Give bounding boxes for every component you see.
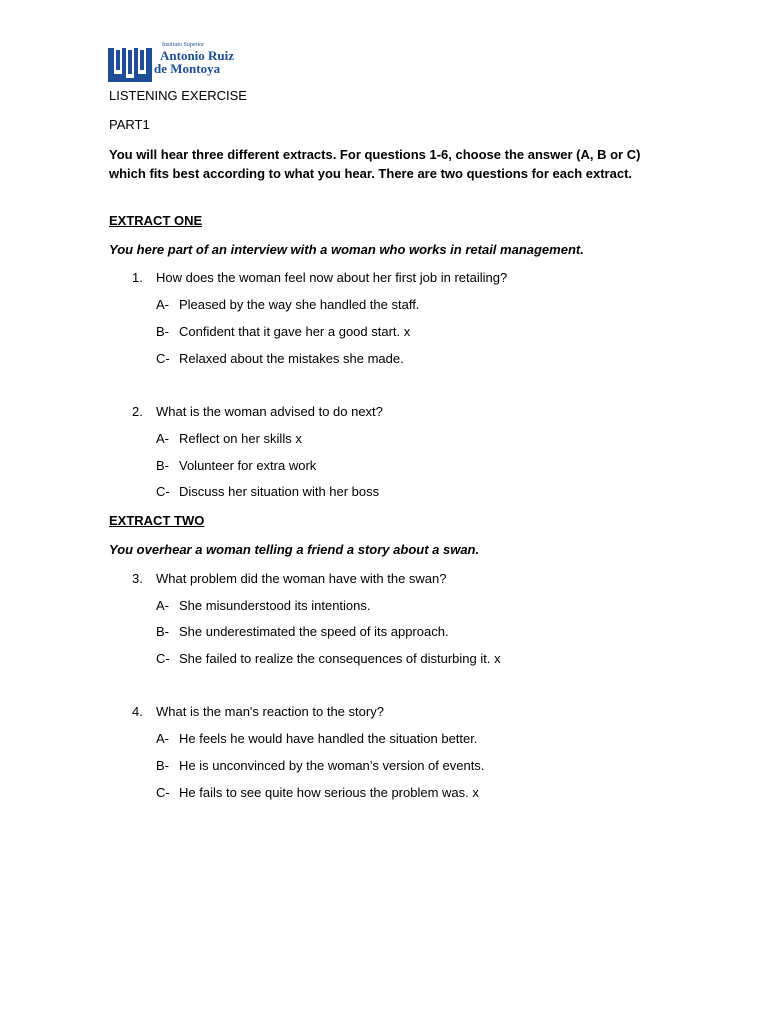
option-letter: C- xyxy=(156,351,170,366)
institute-logo xyxy=(108,42,248,82)
question-text: What is the woman advised to do next? xyxy=(156,404,383,419)
extract-two-title: EXTRACT TWO xyxy=(109,513,205,528)
question-number: 2. xyxy=(132,404,143,419)
part-label: PART1 xyxy=(109,117,150,132)
option-text: She underestimated the speed of its approach. xyxy=(179,624,449,639)
question-number: 3. xyxy=(132,571,143,586)
option-text: Pleased by the way she handled the staff. xyxy=(179,297,420,312)
extract-one-title: EXTRACT ONE xyxy=(109,213,203,228)
question-text: How does the woman feel now about her first job in retailing? xyxy=(156,270,508,285)
logo-subtitle: Instituto Superior xyxy=(162,42,205,48)
option-text: Relaxed about the mistakes she made. xyxy=(179,351,404,366)
instructions-paragraph: You will hear three different extracts. For questions 1-6, choose the answer (A, B or C) which fits best according to what you hear. There are two questions for each extract. xyxy=(109,147,641,181)
question-text: What is the man's reaction to the story? xyxy=(156,704,384,719)
option-letter: B- xyxy=(156,624,169,639)
question-text: What problem did the woman have with the swan? xyxy=(156,571,447,586)
option-text: He is unconvinced by the woman’s version of events. xyxy=(179,758,485,773)
option-letter: C- xyxy=(156,484,170,499)
option-letter: A- xyxy=(156,297,169,312)
option-text: He feels he would have handled the situation better. xyxy=(179,731,478,746)
logo-name-line1: Antonio Ruiz xyxy=(160,48,235,63)
option-letter: C- xyxy=(156,785,170,800)
option-letter: A- xyxy=(156,598,169,613)
option-letter: B- xyxy=(156,458,169,473)
question-number: 4. xyxy=(132,704,143,719)
institute-logo-mark-icon xyxy=(108,44,152,82)
option-text: Volunteer for extra work xyxy=(179,458,317,473)
option-letter: A- xyxy=(156,431,169,446)
option-letter: C- xyxy=(156,651,170,666)
option-letter: B- xyxy=(156,324,169,339)
option-text: Confident that it gave her a good start. x xyxy=(179,324,411,339)
option-text: Reflect on her skills x xyxy=(179,431,302,446)
logo-name-line2: de Montoya xyxy=(154,61,221,76)
document-title: LISTENING EXERCISE xyxy=(109,88,247,103)
option-text: He fails to see quite how serious the problem was. x xyxy=(179,785,479,800)
option-text: She misunderstood its intentions. xyxy=(179,598,371,613)
option-text: She failed to realize the consequences of disturbing it. x xyxy=(179,651,501,666)
question-number: 1. xyxy=(132,270,143,285)
extract-two-context: You overhear a woman telling a friend a story about a swan. xyxy=(109,542,480,557)
option-text: Discuss her situation with her boss xyxy=(179,484,380,499)
option-letter: B- xyxy=(156,758,169,773)
option-letter: A- xyxy=(156,731,169,746)
institute-logo-text xyxy=(154,42,254,75)
extract-one-context: You here part of an interview with a woman who works in retail management. xyxy=(109,242,584,257)
